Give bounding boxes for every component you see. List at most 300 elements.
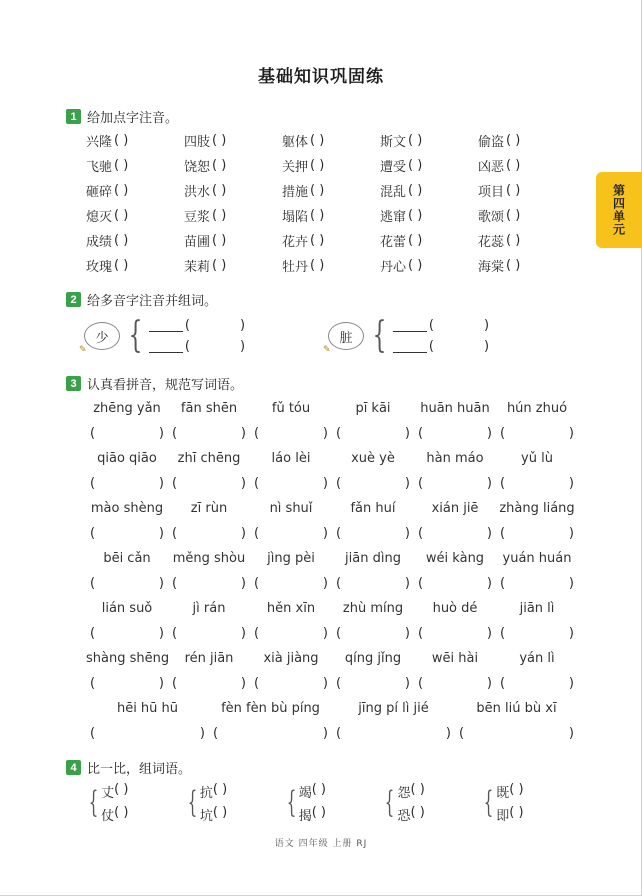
open-paren: ( [90,726,96,741]
answer-paren[interactable]: ( ) [310,258,325,273]
open-paren: ( [500,626,506,641]
word-text: 花蕊 [478,235,505,250]
word-cell [380,256,478,275]
answer-paren[interactable]: ( ) [311,805,326,820]
pinyin-text: qiāo qiāo [97,451,157,466]
answer-row [86,671,578,696]
pinyin-text: zhàng liáng [499,501,575,516]
polyphone-group-2 [323,315,490,356]
close-paren: ) [404,576,410,591]
pinyin-text: xián jiē [431,501,479,516]
close-paren: ) [483,339,490,354]
answer-paren[interactable]: ( ) [212,133,227,148]
pinyin-text: bēn liú bù xī [476,701,557,716]
answer-row [86,571,578,596]
answer-box[interactable] [455,726,578,741]
close-paren: ) [486,576,492,591]
open-paren: ( [184,318,190,333]
section-title: 给多音字注音并组词。 [87,294,218,309]
word-text: 丹心 [380,260,407,275]
open-paren: ( [213,726,219,741]
pinyin-text: rén jiān [184,651,234,666]
close-paren: ) [404,426,410,441]
answer-box[interactable] [250,526,332,541]
open-paren: ( [418,426,424,441]
answer-box[interactable] [414,576,496,591]
pinyin-row [86,696,578,721]
answer-paren[interactable]: ( ) [410,782,425,797]
open-paren: ( [172,676,178,691]
polyphone-bubble [79,322,120,355]
close-paren: ) [322,476,328,491]
close-paren: ) [240,676,246,691]
answer-row [86,621,578,646]
answer-box[interactable] [86,576,168,591]
brace-icon: { [385,785,395,820]
answer-box[interactable] [250,576,332,591]
close-paren: ) [322,576,328,591]
answer-box[interactable] [86,726,209,741]
word-cell [86,131,184,150]
compare-pair [282,782,381,824]
open-paren: ( [90,526,96,541]
compare-pair [84,782,183,824]
close-paren: ) [239,339,246,354]
answer-box[interactable] [86,626,168,641]
pinyin-text: mào shèng [90,501,164,516]
close-paren: ) [568,626,574,641]
answer-paren[interactable]: ( ) [114,805,129,820]
word-cell [282,206,380,225]
answer-paren[interactable]: ( ) [408,183,423,198]
answer-box[interactable] [86,676,168,691]
open-paren: ( [336,476,342,491]
section-title: 认真看拼音，规范写词语。 [87,378,244,393]
open-paren: ( [418,526,424,541]
pinyin-text: zhēng yǎn [93,401,161,416]
close-paren: ) [240,526,246,541]
close-paren: ) [486,676,492,691]
word-text: 洪水 [184,185,211,200]
pinyin-text: yán lì [519,651,555,666]
word-cell [282,231,380,250]
answer-row [86,721,578,746]
close-paren: ) [486,526,492,541]
answer-paren[interactable]: ( ) [212,183,227,198]
section-number: 2 [66,292,81,307]
word-cell [478,256,576,275]
pinyin-text: fǎn huí [350,501,396,516]
word-row [86,178,576,203]
word-text: 飞驰 [86,160,113,175]
pinyin-text: jīng pí lì jié [358,701,429,716]
open-paren: ( [336,726,342,741]
pinyin-text: wēi hài [431,651,479,666]
open-paren: ( [254,576,260,591]
word-cell [380,156,478,175]
word-text: 混乱 [380,185,407,200]
answer-paren[interactable]: ( ) [212,233,227,248]
section-1-heading [66,107,178,126]
word-text: 四肢 [184,135,211,150]
word-cell [184,181,282,200]
brace-icon: { [128,315,143,356]
answer-box[interactable] [250,426,332,441]
polyphone-bubble [323,322,364,355]
close-paren: ) [404,476,410,491]
pinyin-text: zī rùn [190,501,228,516]
word-text: 遭受 [380,160,407,175]
word-text: 凶恶 [478,160,505,175]
open-paren: ( [500,426,506,441]
open-paren: ( [254,426,260,441]
word-text: 豆浆 [184,210,211,225]
open-paren: ( [172,426,178,441]
answer-paren[interactable]: ( ) [310,208,325,223]
open-paren: ( [184,339,190,354]
open-paren: ( [254,676,260,691]
close-paren: ) [486,426,492,441]
compare-char: 怨 [397,786,411,801]
section-title: 比一比，组词语。 [87,762,192,777]
answer-paren[interactable]: ( ) [311,782,326,797]
answer-box[interactable] [168,426,250,441]
answer-paren[interactable]: ( ) [212,158,227,173]
open-paren: ( [336,426,342,441]
pinyin-text: hēi hū hū [116,701,179,716]
word-cell [478,181,576,200]
word-cell [184,231,282,250]
answer-paren[interactable]: ( ) [212,805,228,820]
answer-box[interactable] [86,476,168,491]
answer-box[interactable] [168,526,250,541]
word-cell [184,206,282,225]
open-paren: ( [500,676,506,691]
answer-box[interactable] [496,676,578,691]
pinyin-text: yǔ lù [521,451,553,466]
pinyin-text: hún zhuó [506,401,568,416]
answer-paren[interactable]: ( ) [212,208,227,223]
close-paren: ) [158,476,164,491]
word-row [86,153,576,178]
answer-paren[interactable]: ( ) [114,258,129,273]
word-cell [184,256,282,275]
answer-box[interactable] [332,626,414,641]
answer-box[interactable] [496,626,578,641]
word-text: 塌陷 [282,210,309,225]
answer-box[interactable] [86,426,168,441]
answer-paren[interactable]: ( ) [506,158,521,173]
brace-icon: { [88,785,99,820]
answer-paren[interactable]: ( ) [506,208,521,223]
answer-paren[interactable]: ( ) [114,233,129,248]
pinyin-text: láo lèi [271,451,311,466]
compare-char: 恐 [397,809,411,824]
answer-paren[interactable]: ( ) [506,183,521,198]
pinyin-text: měng shòu [172,551,246,566]
open-paren: ( [500,576,506,591]
word-cell [282,156,380,175]
close-paren: ) [158,676,164,691]
pinyin-text: jiān lì [519,601,555,616]
answer-box[interactable] [414,476,496,491]
close-paren: ) [568,676,574,691]
pinyin-text: hàn máo [426,451,484,466]
open-paren: ( [90,426,96,441]
pinyin-text: zhù míng [342,601,404,616]
answer-box[interactable] [209,726,332,741]
pinyin-text: shàng shēng [86,651,170,666]
answer-box[interactable] [168,576,250,591]
answer-box[interactable] [332,726,455,741]
answer-box[interactable] [332,476,414,491]
pinyin-row [86,396,578,421]
word-text: 项目 [478,185,505,200]
word-cell [478,231,576,250]
close-paren: ) [322,626,328,641]
open-paren: ( [418,626,424,641]
answer-paren[interactable]: ( ) [212,782,228,797]
answer-box[interactable] [250,626,332,641]
open-paren: ( [459,726,465,741]
close-paren: ) [322,426,328,441]
close-paren: ) [568,726,574,741]
pinyin-row [86,446,578,471]
word-cell [380,131,478,150]
answer-paren[interactable]: ( ) [114,158,129,173]
word-text: 饶恕 [184,160,211,175]
answer-box[interactable] [332,426,414,441]
word-cell [478,206,576,225]
word-cell [86,206,184,225]
open-paren: ( [500,476,506,491]
answer-paren[interactable]: ( ) [408,233,423,248]
close-paren: ) [239,318,246,333]
close-paren: ) [158,426,164,441]
section-3-grid [86,396,578,746]
pencil-icon: ✎ [79,345,87,355]
word-text: 兴隆 [86,135,113,150]
section-number: 3 [66,376,81,391]
word-cell [86,256,184,275]
answer-paren[interactable]: ( ) [310,183,325,198]
answer-row [86,521,578,546]
answer-box[interactable] [168,626,250,641]
section-title: 给加点字注音。 [87,111,179,126]
answer-box[interactable] [414,676,496,691]
answer-paren[interactable]: ( ) [114,183,129,198]
open-paren: ( [254,526,260,541]
pinyin-text: bēi cǎn [103,551,151,566]
answer-box[interactable] [332,576,414,591]
answer-paren[interactable]: ( ) [410,805,425,820]
close-paren: ) [404,676,410,691]
brace-icon: { [483,785,494,820]
answer-box[interactable] [250,676,332,691]
open-paren: ( [172,526,178,541]
pinyin-text: fèn fèn bù píng [221,701,320,716]
word-text: 花卉 [282,235,309,250]
answer-paren[interactable]: ( ) [506,133,521,148]
answer-paren[interactable]: ( ) [509,805,524,820]
word-cell [184,156,282,175]
word-text: 歌颂 [478,210,505,225]
section-number: 4 [66,760,81,775]
pinyin-text: nì shuǐ [269,501,313,516]
close-paren: ) [568,476,574,491]
open-paren: ( [90,626,96,641]
answer-paren[interactable]: ( ) [310,233,325,248]
answer-paren[interactable]: ( ) [408,133,423,148]
open-paren: ( [336,576,342,591]
answer-paren[interactable]: ( ) [114,208,129,223]
answer-box[interactable] [86,526,168,541]
pinyin-text: jì rán [192,601,226,616]
open-paren: ( [172,576,178,591]
answer-box[interactable] [168,476,250,491]
close-paren: ) [322,726,328,741]
compare-char: 抗 [199,786,213,801]
close-paren: ) [568,576,574,591]
word-text: 花蕾 [380,235,407,250]
answer-box[interactable] [332,676,414,691]
open-paren: ( [172,626,178,641]
word-row [86,203,576,228]
word-text: 海棠 [478,260,505,275]
pinyin-text: xuè yè [351,451,395,466]
answer-box[interactable] [414,526,496,541]
open-paren: ( [254,626,260,641]
word-cell [282,131,380,150]
open-paren: ( [500,526,506,541]
section-number: 1 [66,109,81,124]
pinyin-text: qíng jǐng [344,651,402,666]
compare-char: 坑 [199,809,213,824]
open-paren: ( [90,576,96,591]
word-cell [380,206,478,225]
compare-pair [380,782,479,824]
close-paren: ) [199,726,205,741]
answer-paren[interactable]: ( ) [408,258,423,273]
brace-icon: { [286,785,296,820]
answer-box[interactable] [332,526,414,541]
section-1-grid [86,128,576,278]
answer-box[interactable] [414,626,496,641]
close-paren: ) [486,626,492,641]
answer-paren[interactable]: ( ) [506,258,521,273]
answer-paren[interactable]: ( ) [114,133,129,148]
open-paren: ( [428,339,434,354]
open-paren: ( [172,476,178,491]
answer-paren[interactable]: ( ) [212,258,227,273]
compare-char: 丈 [101,786,115,801]
answer-line[interactable] [393,340,427,353]
close-paren: ) [568,526,574,541]
answer-row [86,421,578,446]
answer-line[interactable] [149,340,183,353]
open-paren: ( [336,626,342,641]
word-text: 茉莉 [184,260,211,275]
answer-paren[interactable]: ( ) [506,233,521,248]
brace-icon: { [187,785,198,820]
word-cell [380,181,478,200]
answer-box[interactable] [496,576,578,591]
section-3-heading [66,374,243,393]
close-paren: ) [240,476,246,491]
pinyin-text: huò dé [432,601,478,616]
word-text: 玫瑰 [86,260,113,275]
word-text: 逃窜 [380,210,407,225]
answer-paren[interactable]: ( ) [310,158,325,173]
answer-box[interactable] [250,476,332,491]
word-cell [86,231,184,250]
answer-paren[interactable]: ( ) [114,782,129,797]
pinyin-text: zhī chēng [177,451,241,466]
answer-paren[interactable]: ( ) [509,782,524,797]
answer-box[interactable] [496,426,578,441]
close-paren: ) [404,626,410,641]
open-paren: ( [336,526,342,541]
word-cell [478,131,576,150]
word-cell [86,156,184,175]
close-paren: ) [240,576,246,591]
pinyin-text: hěn xīn [266,601,316,616]
close-paren: ) [240,626,246,641]
answer-paren[interactable]: ( ) [408,158,423,173]
pinyin-text: xià jiàng [263,651,319,666]
pinyin-text: fān shēn [180,401,238,416]
word-row [86,228,576,253]
compare-pair [183,782,282,824]
word-text: 躯体 [282,135,309,150]
compare-char: 仗 [101,809,115,824]
polyphone-char: 脏 [339,330,353,346]
answer-box[interactable] [496,476,578,491]
word-row [86,253,576,278]
pinyin-text: yuán huán [502,551,572,566]
word-text: 熄灭 [86,210,113,225]
word-text: 偷盗 [478,135,505,150]
compare-char: 竭 [298,786,312,801]
word-text: 砸碎 [86,185,113,200]
answer-box[interactable] [414,426,496,441]
answer-box[interactable] [496,526,578,541]
word-cell [478,156,576,175]
answer-paren[interactable]: ( ) [408,208,423,223]
compare-char: 即 [496,809,510,824]
word-row [86,128,576,153]
pinyin-row [86,596,578,621]
close-paren: ) [404,526,410,541]
answer-line[interactable] [149,319,183,332]
polyphone-group-1 [79,315,246,356]
open-paren: ( [428,318,434,333]
answer-line[interactable] [393,319,427,332]
pinyin-text: jìng pèi [267,551,315,566]
close-paren: ) [158,626,164,641]
pinyin-text: fǔ tóu [271,401,311,416]
word-text: 措施 [282,185,309,200]
pinyin-text: wéi kàng [425,551,485,566]
answer-paren[interactable]: ( ) [310,133,325,148]
pinyin-text: jiān dìng [345,551,401,566]
close-paren: ) [445,726,451,741]
word-cell [282,256,380,275]
close-paren: ) [322,676,328,691]
answer-box[interactable] [168,676,250,691]
open-paren: ( [90,476,96,491]
word-cell [86,181,184,200]
